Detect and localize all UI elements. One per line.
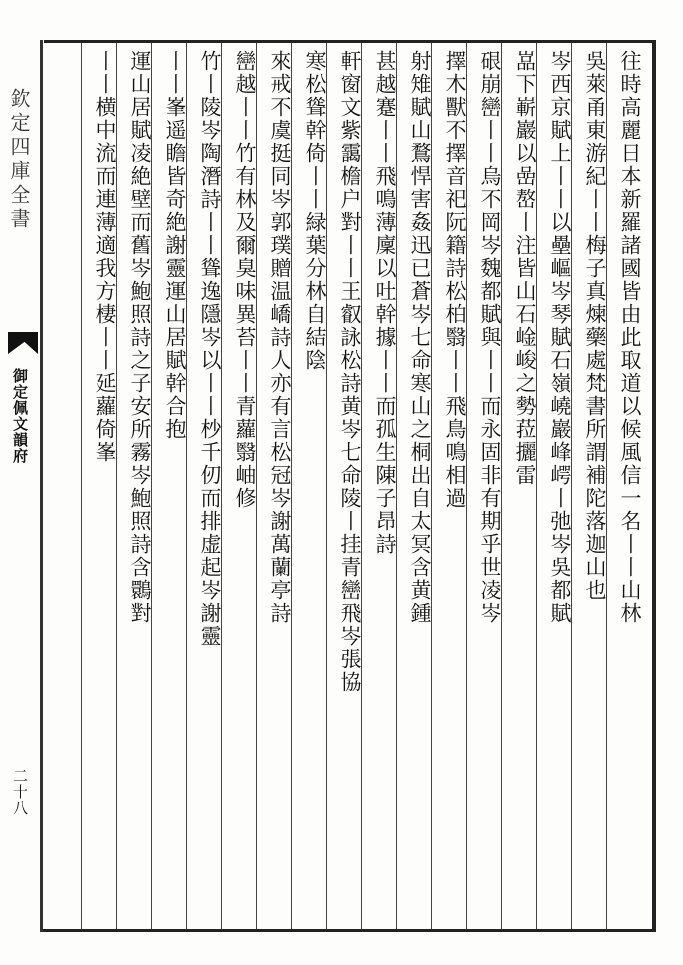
text-column: 甚越蹇丨丨飛鳴薄廩以吐幹據丨丨而孤生陳子昂詩	[373, 50, 397, 556]
book-title: 御定佩文韻府	[11, 368, 29, 464]
page-number: 二十八	[11, 768, 29, 816]
text-column: 寒松聳幹倚丨丨緑葉分林自結陰	[303, 50, 327, 372]
text-column: 岑西京賦上丨丨以壘嶇岑琴賦石嶺嶢巖峰崿丨弛岑吳都賦	[548, 50, 572, 625]
text-column: 擇木獸不擇音祀阮籍詩松柏翳丨丨飛鳥鳴相過	[443, 50, 467, 510]
fishtail-mark-icon	[8, 332, 38, 354]
collection-title: 欽定四庫全書	[7, 88, 31, 232]
frame-right-rule	[652, 40, 656, 932]
text-column: 吳萊甬東游紀丨丨梅子真煉藥處梵書所謂補陀落迦山也	[583, 50, 607, 602]
frame-top-rule	[44, 40, 654, 43]
text-column: 竹丨陵岑陶潛詩丨丨聳逸隱岑以丨丨杪千仞而排虚起岑謝靈	[198, 50, 222, 648]
margin-strip	[0, 40, 40, 932]
frame-bottom-rule	[40, 929, 654, 932]
text-column: 嵓下嶄巖以嵒嶅丨注皆山石崯峻之勢菈攦雷	[513, 50, 537, 487]
text-column: 硍崩巒丨丨烏不岡岑魏都賦與丨丨而永固非有期乎世凌岑	[478, 50, 502, 625]
frame-left-rule	[40, 40, 43, 932]
text-column: 巒越丨丨竹有林及爾臭味異苔丨丨青蘿翳岫修	[233, 50, 257, 510]
column-rule	[81, 43, 82, 929]
text-column: 來戒不虞挺同岑郭璞贈温嶠詩人亦有言松冠岑謝萬蘭亭詩	[268, 50, 292, 625]
text-column: 丨丨峯遥瞻皆奇絶謝靈運山居賦幹合抱	[163, 50, 187, 441]
text-column: 丨丨横中流而連薄適我方棲丨丨延蘿倚峯	[93, 50, 117, 464]
text-column: 軒窗文紫靄檐户對丨丨王叡詠松詩黄岑七命陵丨挂青巒飛岑張協	[338, 50, 362, 694]
text-column: 往時高麗日本新羅諸國皆由此取道以候風信一名丨丨山林	[618, 50, 642, 625]
text-column: 運山居賦凌絶壁而舊岑鮑照詩之子安所霧岑鮑照詩含䴉對	[128, 50, 152, 625]
text-column: 射雉賦山鶩悍害姦迅已蒼岑七命寒山之桐出自太冥含黄鍾	[408, 50, 432, 625]
